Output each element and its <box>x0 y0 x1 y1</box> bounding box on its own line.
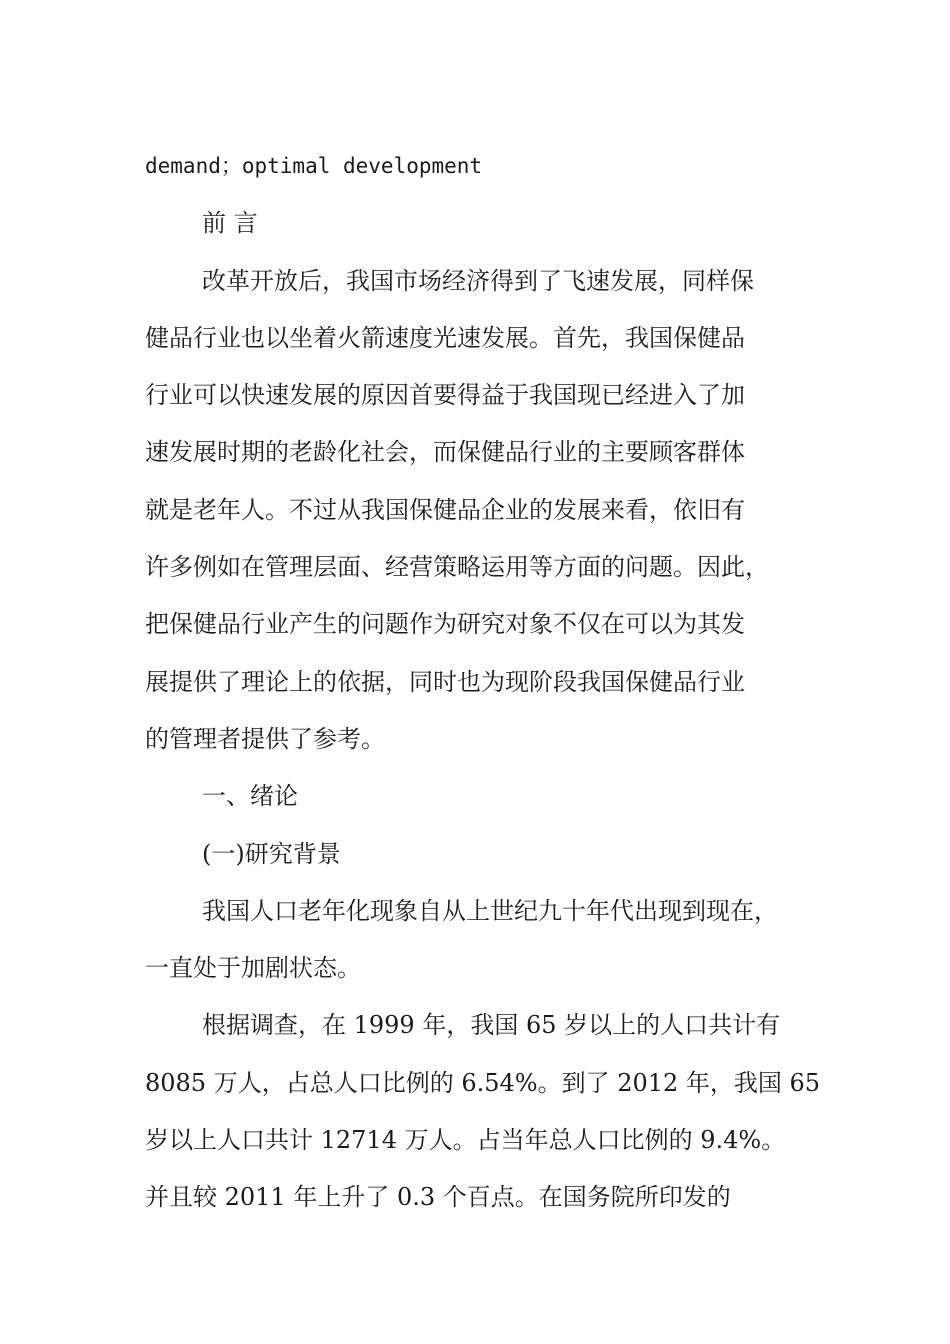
paragraph-line: 许多例如在管理层面、经营策略运用等方面的问题。因此， <box>145 553 769 582</box>
paragraph-line: 把保健品行业产生的问题作为研究对象不仅在可以为其发 <box>145 610 745 639</box>
paragraph-line: 一直处于加剧状态。 <box>145 954 361 983</box>
paragraph-line: 并且较 2011 年上升了 0.3 个百点。在国务院所印发的 <box>145 1183 731 1212</box>
keywords-line: demand；optimal development <box>145 154 483 178</box>
section-heading-preface: 前 言 <box>202 209 258 238</box>
paragraph-line: 速发展时期的老龄化社会，而保健品行业的主要顾客群体 <box>145 438 745 467</box>
paragraph-line: 岁以上人口共计 12714 万人。占当年总人口比例的 9.4%。 <box>145 1126 786 1155</box>
paragraph-line: 我国人口老年化现象自从上世纪九十年代出现到现在， <box>202 896 778 925</box>
paragraph-line: 的管理者提供了参考。 <box>145 724 385 753</box>
paragraph-line: 展提供了理论上的依据，同时也为现阶段我国保健品行业 <box>145 667 745 696</box>
paragraph-line: 根据调查，在 1999 年，我国 65 岁以上的人口共计有 <box>202 1011 781 1040</box>
paragraph-line: 改革开放后，我国市场经济得到了飞速发展，同样保 <box>202 266 754 295</box>
paragraph-line: 行业可以快速发展的原因首要得益于我国现已经进入了加 <box>145 381 745 410</box>
paragraph-line: 8085 万人，占总人口比例的 6.54%。到了 2012 年，我国 65 <box>145 1068 821 1097</box>
section-heading-introduction: 一、绪论 <box>202 782 298 811</box>
subsection-heading-background: (一)研究背景 <box>202 839 341 868</box>
document-body <box>145 138 821 1227</box>
paragraph-line: 健品行业也以坐着火箭速度光速发展。首先，我国保健品 <box>145 323 745 352</box>
paragraph-line: 就是老年人。不过从我国保健品企业的发展来看，依旧有 <box>145 495 745 524</box>
